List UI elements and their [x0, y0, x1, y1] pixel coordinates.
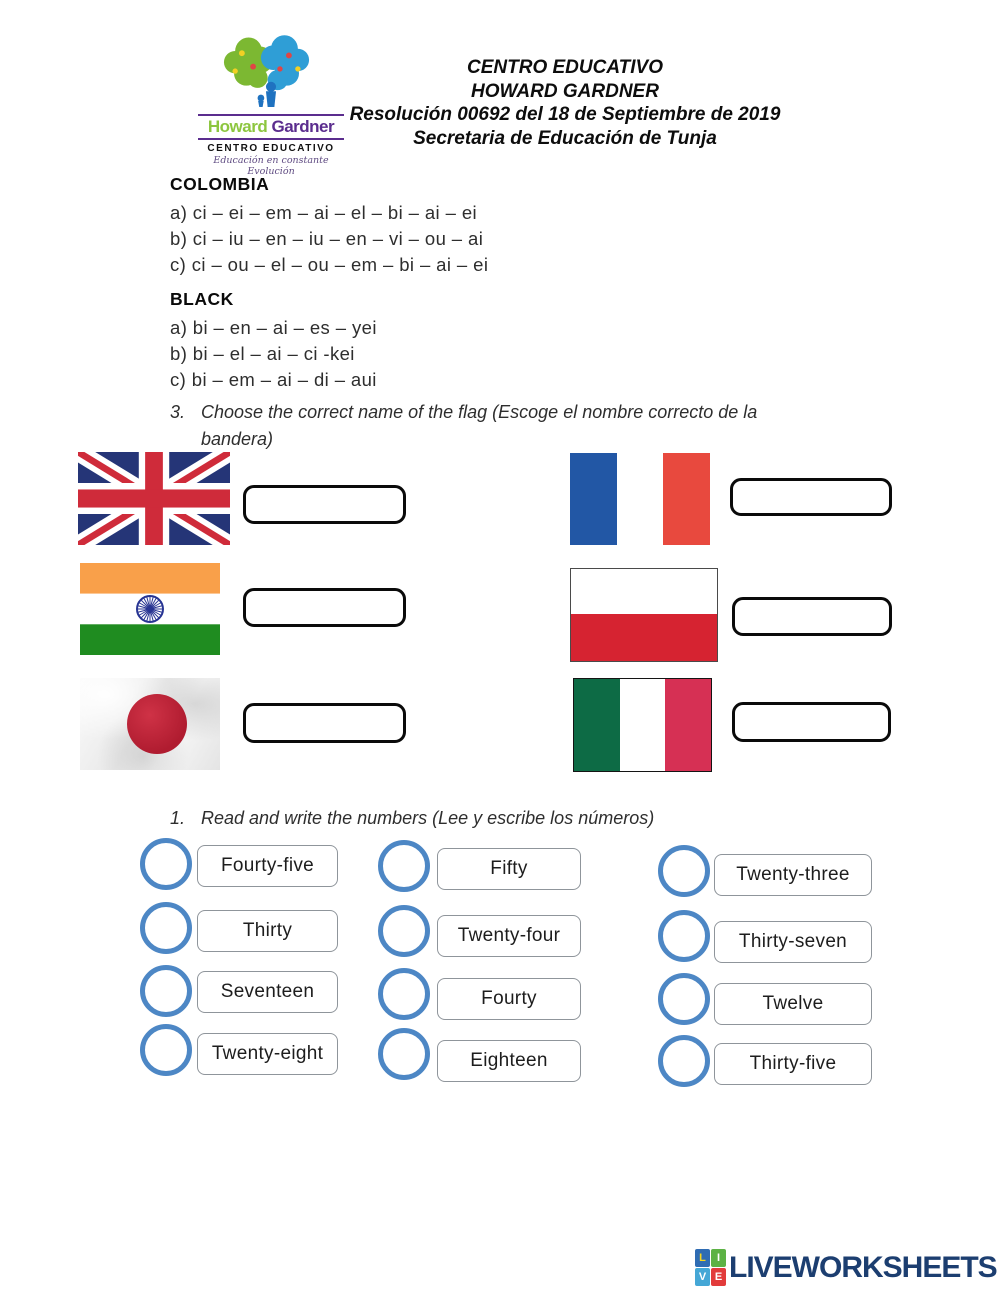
- japan-flag-disc: [127, 694, 187, 754]
- italy-flag-icon: [573, 678, 712, 772]
- option-b: b) ci – iu – en – iu – en – vi – ou – ai: [170, 228, 484, 249]
- number-word-label: [437, 848, 581, 890]
- logo-subtitle: CENTRO EDUCATIVO: [207, 143, 335, 154]
- question-number: 1.: [170, 808, 186, 828]
- brain-tree-icon: [215, 33, 327, 107]
- question-number: 3.: [170, 402, 186, 422]
- document-title: [330, 56, 800, 150]
- flag-answer-box-france[interactable]: [730, 478, 892, 516]
- number-answer-circle[interactable]: [658, 1035, 710, 1087]
- title-line-4: Secretaria de Educación de Tunja: [413, 127, 717, 149]
- number-answer-circle[interactable]: [378, 840, 430, 892]
- number-word-label: [197, 971, 338, 1013]
- number-word: Thirty-seven: [738, 931, 848, 952]
- question-1: [170, 805, 826, 832]
- uk-flag-icon: [78, 452, 230, 545]
- india-flag-icon: [80, 563, 220, 655]
- number-answer-circle[interactable]: [658, 845, 710, 897]
- question-3: [170, 399, 826, 453]
- number-word-label: [714, 983, 872, 1025]
- number-word: Twenty-eight: [211, 1043, 324, 1064]
- number-word: Fourty: [481, 988, 537, 1009]
- option-c: c) bi – em – ai – di – aui: [170, 369, 377, 390]
- number-word-label: [437, 1040, 581, 1082]
- question-text: Read and write the numbers (Lee y escribe los números): [201, 808, 655, 828]
- number-word: Seventeen: [220, 981, 315, 1002]
- flag-answer-box-poland[interactable]: [732, 597, 892, 636]
- number-word: Eighteen: [470, 1050, 548, 1071]
- flag-answer-box-uk[interactable]: [243, 485, 406, 524]
- logo-name-howard: Howard: [207, 117, 268, 136]
- number-answer-circle[interactable]: [140, 1024, 192, 1076]
- number-word-label: [197, 845, 338, 887]
- title-line-3: Resolución 00692 del 18 de Septiembre de 2019: [349, 104, 781, 125]
- title-line-1: CENTRO EDUCATIVO: [467, 57, 663, 78]
- tile-v: V: [695, 1268, 710, 1286]
- number-word: Fourty-five: [220, 855, 315, 876]
- poland-flag-icon: [570, 568, 718, 662]
- number-word: Twelve: [762, 993, 824, 1014]
- flag-answer-box-india[interactable]: [243, 588, 406, 627]
- flag-answer-box-japan[interactable]: [243, 703, 406, 743]
- tile-l: L: [695, 1249, 710, 1267]
- logo-tagline: Educación en constante Evolución: [213, 155, 329, 177]
- section-heading: COLOMBIA: [170, 174, 270, 194]
- number-answer-circle[interactable]: [658, 973, 710, 1025]
- option-c: c) ci – ou – el – ou – em – bi – ai – ei: [170, 254, 489, 275]
- liveworksheets-wordmark: LIVEWORKSHEETS: [729, 1250, 997, 1284]
- number-answer-circle[interactable]: [140, 965, 192, 1017]
- number-word: Twenty-three: [736, 864, 850, 885]
- number-answer-circle[interactable]: [378, 905, 430, 957]
- school-logo: [198, 33, 344, 177]
- number-word: Thirty-five: [749, 1053, 837, 1074]
- title-line-2: HOWARD GARDNER: [471, 80, 659, 102]
- option-a: a) ci – ei – em – ai – el – bi – ai – ei: [170, 202, 478, 223]
- question-text: Choose the correct name of the flag (Escoge el nombre correcto de la bandera): [201, 402, 758, 449]
- number-answer-circle[interactable]: [378, 1028, 430, 1080]
- liveworksheets-logo: [695, 1249, 997, 1286]
- tile-e: E: [711, 1268, 726, 1286]
- section-black: [170, 289, 690, 393]
- france-flag-icon: [570, 453, 710, 545]
- option-a: a) bi – en – ai – es – yei: [170, 317, 377, 338]
- number-word: Fifty: [490, 858, 528, 879]
- number-word-label: [197, 1033, 338, 1075]
- number-word-label: [714, 854, 872, 896]
- flag-answer-box-italy[interactable]: [732, 702, 891, 742]
- number-word-label: [437, 915, 581, 957]
- option-b: b) bi – el – ai – ci -kei: [170, 343, 355, 364]
- section-heading: BLACK: [170, 289, 234, 309]
- number-word-label: [437, 978, 581, 1020]
- number-answer-circle[interactable]: [378, 968, 430, 1020]
- japan-flag-icon: [80, 678, 220, 770]
- tile-i: I: [711, 1249, 726, 1267]
- number-word-label: [714, 921, 872, 963]
- number-answer-circle[interactable]: [140, 838, 192, 890]
- number-word-label: [197, 910, 338, 952]
- logo-name: [198, 114, 344, 140]
- number-word: Twenty-four: [457, 925, 561, 946]
- number-answer-circle[interactable]: [140, 902, 192, 954]
- logo-name-gardner: Gardner: [271, 117, 335, 136]
- number-answer-circle[interactable]: [658, 910, 710, 962]
- section-colombia: [170, 174, 690, 278]
- number-word: Thirty: [242, 920, 293, 941]
- number-word-label: [714, 1043, 872, 1085]
- liveworksheets-tiles-icon: [695, 1249, 726, 1286]
